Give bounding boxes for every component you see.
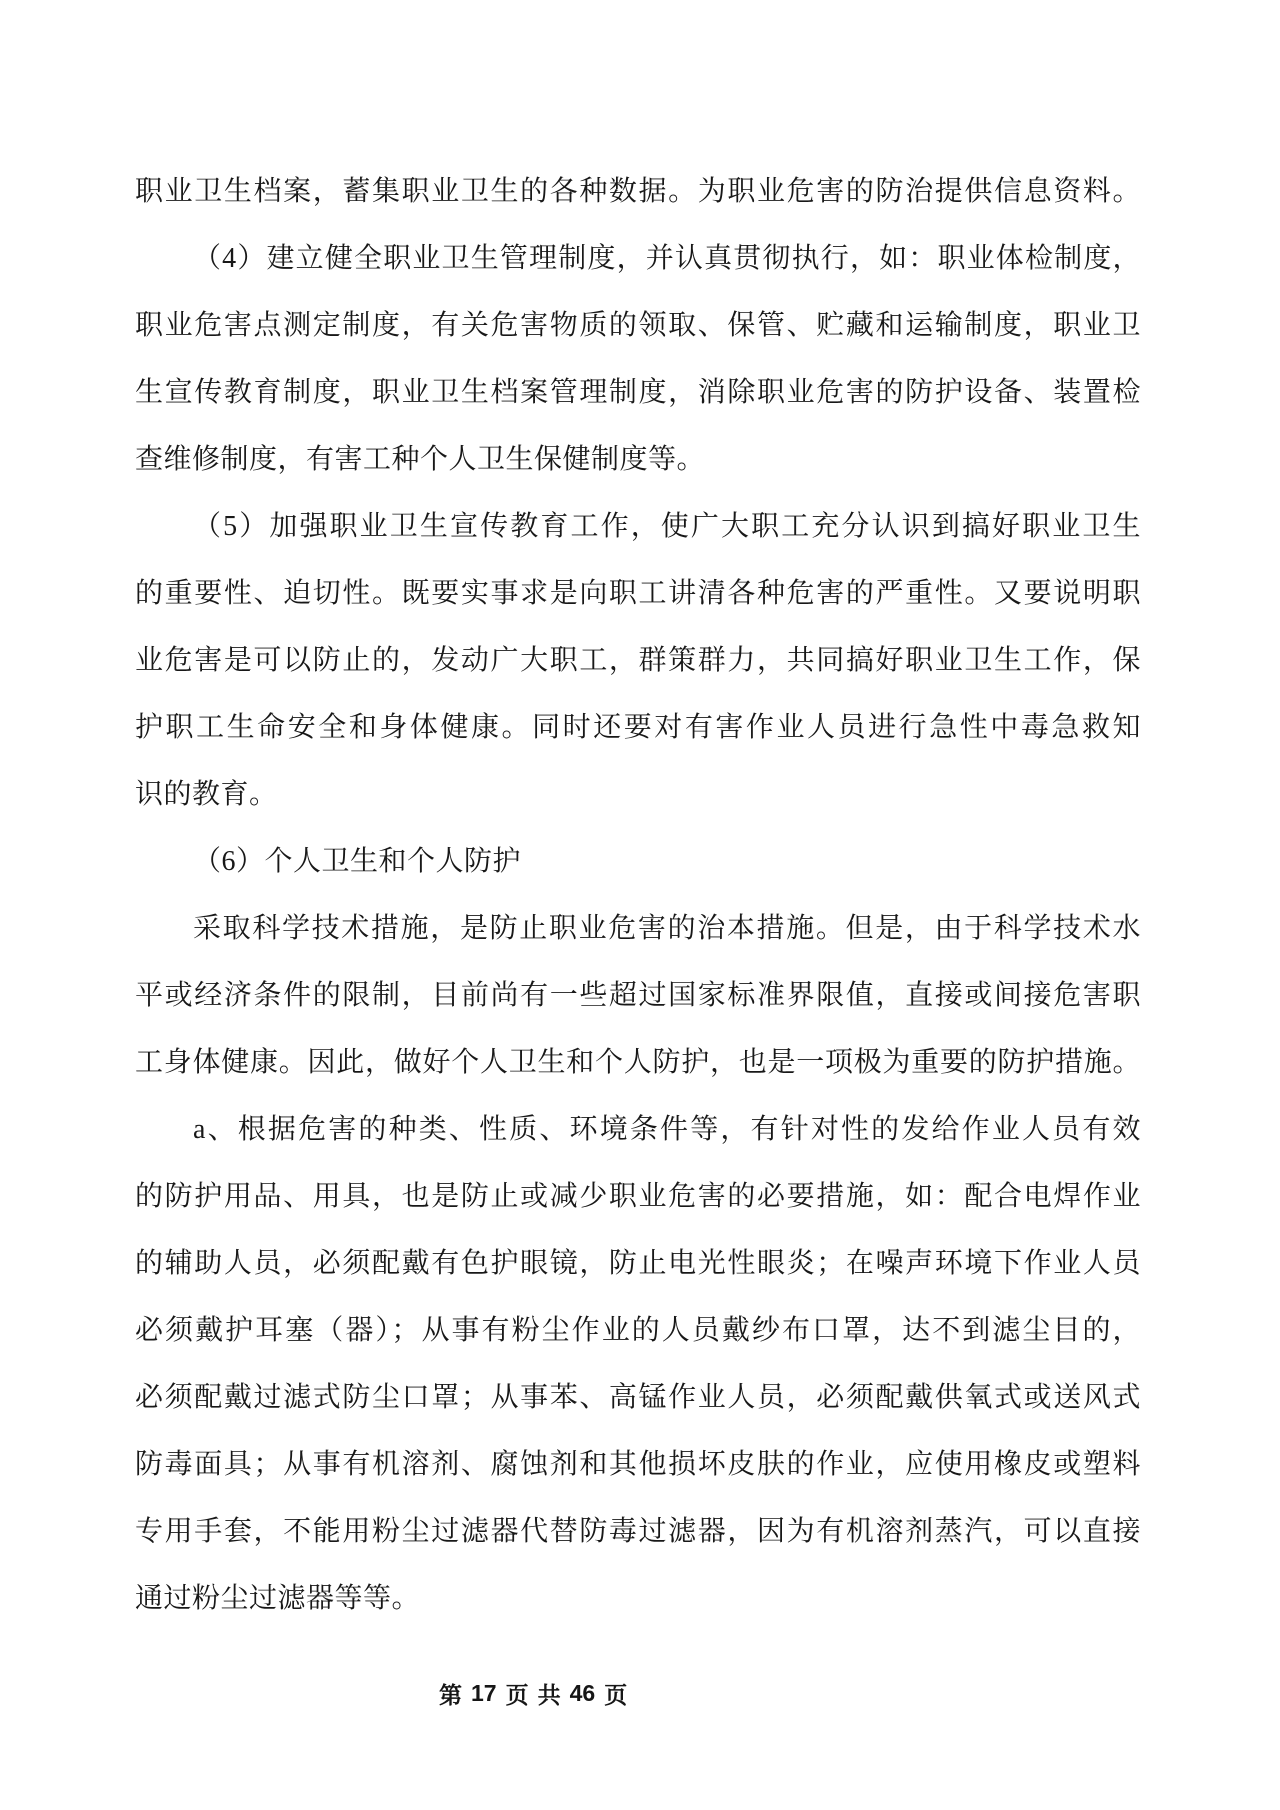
text-line: 的重要性、迫切性。既要实事求是向职工讲清各种危害的严重性。又要说明职 [135, 578, 1141, 609]
text-line: 护职工生命安全和身体健康。同时还要对有害作业人员进行急性中毒急救知 [135, 712, 1141, 743]
text-line: 专用手套，不能用粉尘过滤器代替防毒过滤器，因为有机溶剂蒸汽，可以直接 [135, 1516, 1141, 1547]
document-body [135, 158, 1141, 1632]
text-line: 必须配戴过滤式防尘口罩；从事苯、高锰作业人员，必须配戴供氧式或送风式 [135, 1382, 1141, 1413]
text-line: （4）建立健全职业卫生管理制度，并认真贯彻执行，如：职业体检制度， [193, 243, 1141, 274]
text-line: 必须戴护耳塞（器）；从事有粉尘作业的人员戴纱布口罩，达不到滤尘目的， [135, 1315, 1141, 1346]
text-line: 的防护用品、用具，也是防止或减少职业危害的必要措施，如：配合电焊作业 [135, 1181, 1141, 1212]
text-line: a、根据危害的种类、性质、环境条件等，有针对性的发给作业人员有效 [193, 1114, 1141, 1145]
footer-label-di: 第 [439, 1682, 462, 1708]
text-line: （6）个人卫生和个人防护 [193, 846, 522, 877]
footer-label-gong: 共 [537, 1682, 561, 1708]
footer-label-ye-1: 页 [505, 1682, 529, 1708]
footer-label-ye-2: 页 [604, 1682, 628, 1708]
text-line: 职业卫生档案，蓄集职业卫生的各种数据。为职业危害的防治提供信息资料。 [135, 176, 1141, 207]
text-line: 识的教育。 [135, 779, 278, 810]
text-line: 职业危害点测定制度，有关危害物质的领取、保管、贮藏和运输制度，职业卫 [135, 310, 1141, 341]
text-line: 防毒面具；从事有机溶剂、腐蚀剂和其他损坏皮肤的作业，应使用橡皮或塑料 [135, 1449, 1141, 1480]
text-line: 平或经济条件的限制，目前尚有一些超过国家标准界限值，直接或间接危害职 [135, 980, 1141, 1011]
footer-current-page-number: 17 [471, 1679, 497, 1706]
text-line: 采取科学技术措施，是防止职业危害的治本措施。但是，由于科学技术水 [193, 913, 1141, 944]
text-line: 通过粉尘过滤器等等。 [135, 1583, 421, 1614]
text-line: 查维修制度，有害工种个人卫生保健制度等。 [135, 444, 706, 475]
text-line: 业危害是可以防止的，发动广大职工，群策群力，共同搞好职业卫生工作，保 [135, 645, 1141, 676]
text-line: 的辅助人员，必须配戴有色护眼镜，防止电光性眼炎；在噪声环境下作业人员 [135, 1248, 1141, 1279]
text-line: （5）加强职业卫生宣传教育工作，使广大职工充分认识到搞好职业卫生 [193, 511, 1141, 542]
text-line: 工身体健康。因此，做好个人卫生和个人防护，也是一项极为重要的防护措施。 [135, 1047, 1141, 1078]
page-footer [439, 1676, 627, 1710]
text-line: 生宣传教育制度，职业卫生档案管理制度，消除职业危害的防护设备、装置检 [135, 377, 1141, 408]
footer-total-pages-number: 46 [569, 1679, 596, 1706]
